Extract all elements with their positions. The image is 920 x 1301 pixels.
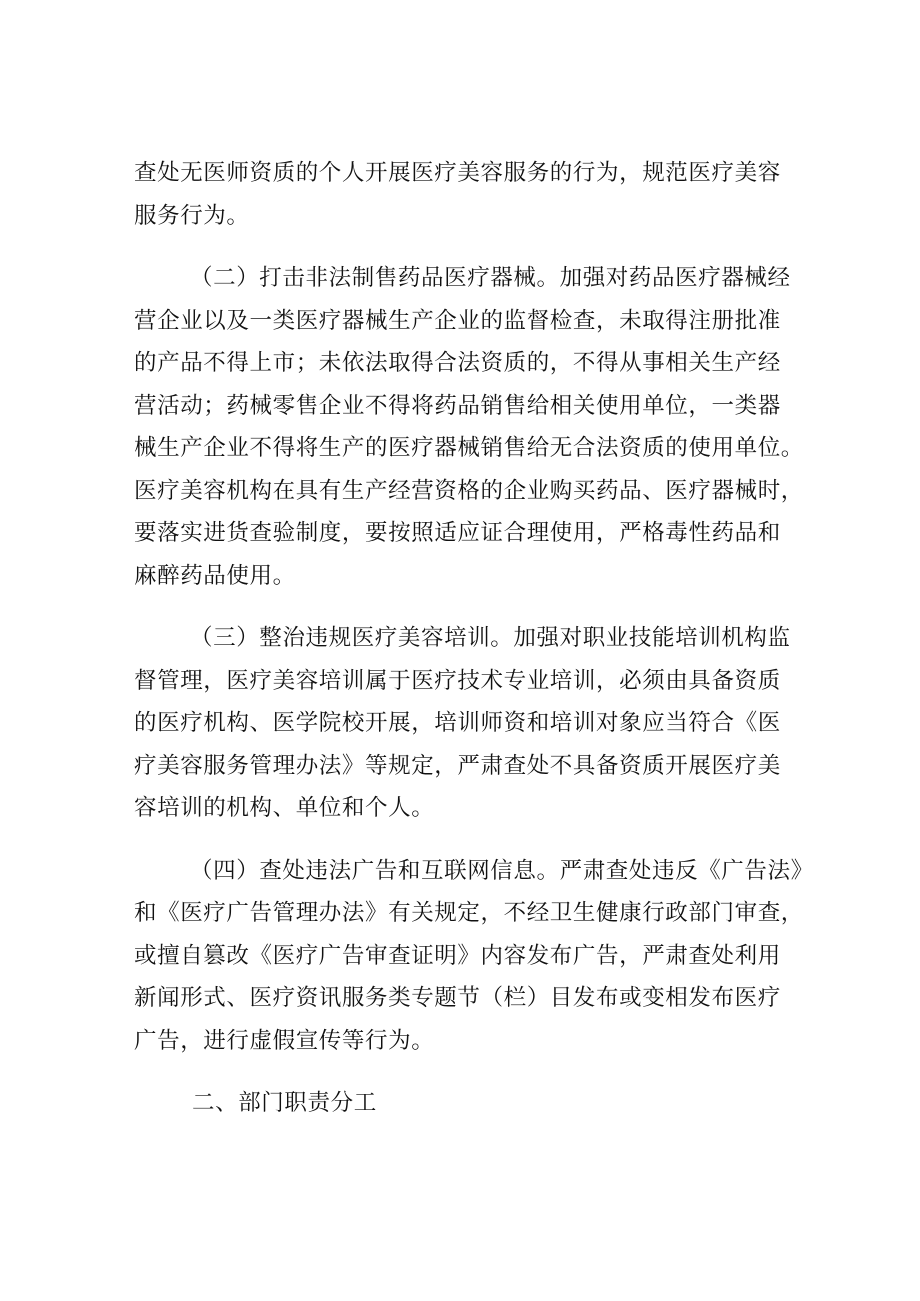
text-line: 的医疗机构、医学院校开展，培训师资和培训对象应当符合《医 [134,710,781,736]
text-line: 新闻形式、医疗资讯服务类专题节（栏）目发布或变相发布医疗 [134,985,781,1011]
text-line: 要落实进货查验制度，要按照适应证合理使用，严格毒性药品和 [134,520,781,546]
text-line: 医疗美容机构在具有生产经营资格的企业购买药品、医疗器械时， [134,477,804,504]
text-line: 麻醉药品使用。 [134,562,296,589]
text-line: 械生产企业不得将生产的医疗器械销售给无合法资质的使用单位。 [134,435,804,461]
paragraph-advertising [134,850,814,1063]
paragraph-drugs-devices [134,257,804,597]
text-line: 或擅自篡改《医疗广告审查证明》内容发布广告，严肃查处利用 [134,942,781,969]
text-line: 的产品不得上市；未依法取得合法资质的，不得从事相关生产经 [134,350,781,376]
text-line: （四）查处违法广告和互联网信息。严肃查处违反《广告法》 [190,857,814,884]
document-body [134,152,814,1125]
text-line: 督管理，医疗美容培训属于医疗技术专业培训，必须由具备资质 [134,667,781,694]
text-line: 查处无医师资质的个人开展医疗美容服务的行为，规范医疗美容 [134,160,781,186]
text-line: （三）整治违规医疗美容培训。加强对职业技能培训机构监 [190,625,791,651]
text-line: 容培训的机构、单位和个人。 [134,795,435,821]
text-line: 营活动；药械零售企业不得将药品销售给相关使用单位，一类器 [134,392,781,419]
text-line: 广告，进行虚假宣传等行为。 [134,1027,435,1054]
paragraph-training [134,617,794,830]
text-line: 营企业以及一类医疗器械生产企业的监督检查，未取得注册批准 [134,307,781,334]
section-heading: 二、部门职责分工 [192,1090,377,1116]
text-line: （二）打击非法制售药品医疗器械。加强对药品医疗器械经 [190,265,791,291]
text-line: 和《医疗广告管理办法》有关规定，不经卫生健康行政部门审查， [134,900,804,926]
paragraph-medical-service-continuation [134,152,794,237]
text-line: 服务行为。 [134,202,250,229]
text-line: 疗美容服务管理办法》等规定，严肃查处不具备资质开展医疗美 [134,752,781,779]
